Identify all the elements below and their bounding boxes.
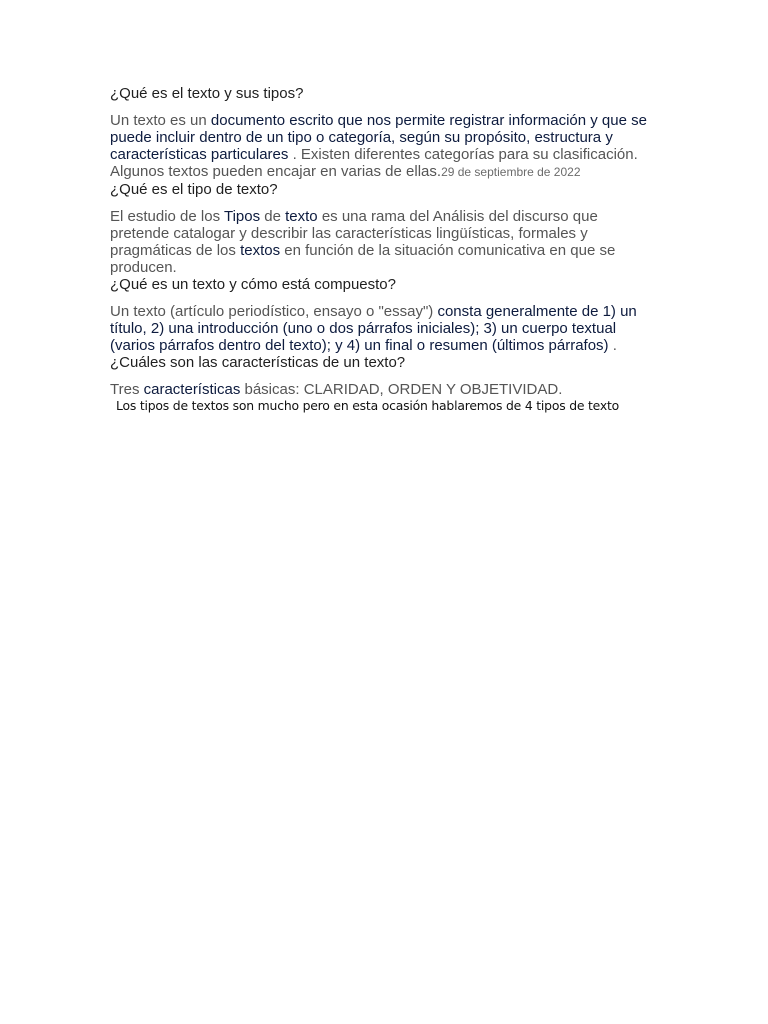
answer-4-text-b: básicas: CLARIDAD, ORDEN Y OBJETIVIDAD. bbox=[240, 381, 563, 398]
answer-paragraph-2 bbox=[110, 208, 658, 276]
answer-3-text-a: Un texto (artículo periodístico, ensayo o "essay") bbox=[110, 303, 438, 320]
answer-1-date: 29 de septiembre de 2022 bbox=[441, 165, 581, 179]
answer-1-highlight: documento escrito que nos permite registrar información y que se puede incluir dentro de un tipo o categoría, según su propósito, estructura y características particulares bbox=[110, 112, 647, 163]
answer-2-text-b: de bbox=[260, 208, 286, 225]
question-heading-2: ¿Qué es el tipo de texto? bbox=[110, 181, 278, 198]
answer-1-text-a: Un texto es un bbox=[110, 112, 211, 129]
answer-2-text-a: El estudio de los bbox=[110, 208, 224, 225]
question-heading-1: ¿Qué es el texto y sus tipos? bbox=[110, 85, 304, 102]
answer-paragraph-3 bbox=[110, 303, 658, 354]
answer-4-text-a: Tres bbox=[110, 381, 144, 398]
answer-paragraph-1 bbox=[110, 112, 658, 181]
question-heading-3: ¿Qué es un texto y cómo está compuesto? bbox=[110, 276, 396, 293]
answer-3-highlight: consta generalmente de 1) un título, 2) una introducción (uno o dos párrafos iniciales); 3) un cuerpo textual (varios párrafos dentro del texto); y 4) un final o resumen (últimos párrafos) bbox=[110, 303, 637, 354]
answer-2-text-d: en función de la situación comunicativa en que se producen. bbox=[110, 242, 616, 276]
footer-note: Los tipos de textos son mucho pero en esta ocasión hablaremos de 4 tipos de texto bbox=[116, 398, 620, 413]
answer-paragraph-4 bbox=[110, 381, 658, 398]
answer-3-text-b: . bbox=[608, 337, 617, 354]
question-heading-4: ¿Cuáles son las características de un texto? bbox=[110, 354, 406, 371]
answer-4-highlight: características bbox=[143, 381, 241, 398]
answer-2-highlight-tipos: Tipos bbox=[223, 208, 261, 225]
answer-2-highlight-texto: texto bbox=[285, 208, 318, 225]
document-body bbox=[110, 85, 658, 414]
answer-1-text-b: . Existen diferentes categorías para su clasificación. Algunos textos pueden encajar en varias de ellas. bbox=[110, 146, 638, 180]
answer-2-highlight-textos: textos bbox=[240, 242, 281, 259]
answer-2-text-c: es una rama del Análisis del discurso que pretende catalogar y describir las características lingüísticas, formales y pragmáticas de los bbox=[110, 208, 598, 259]
